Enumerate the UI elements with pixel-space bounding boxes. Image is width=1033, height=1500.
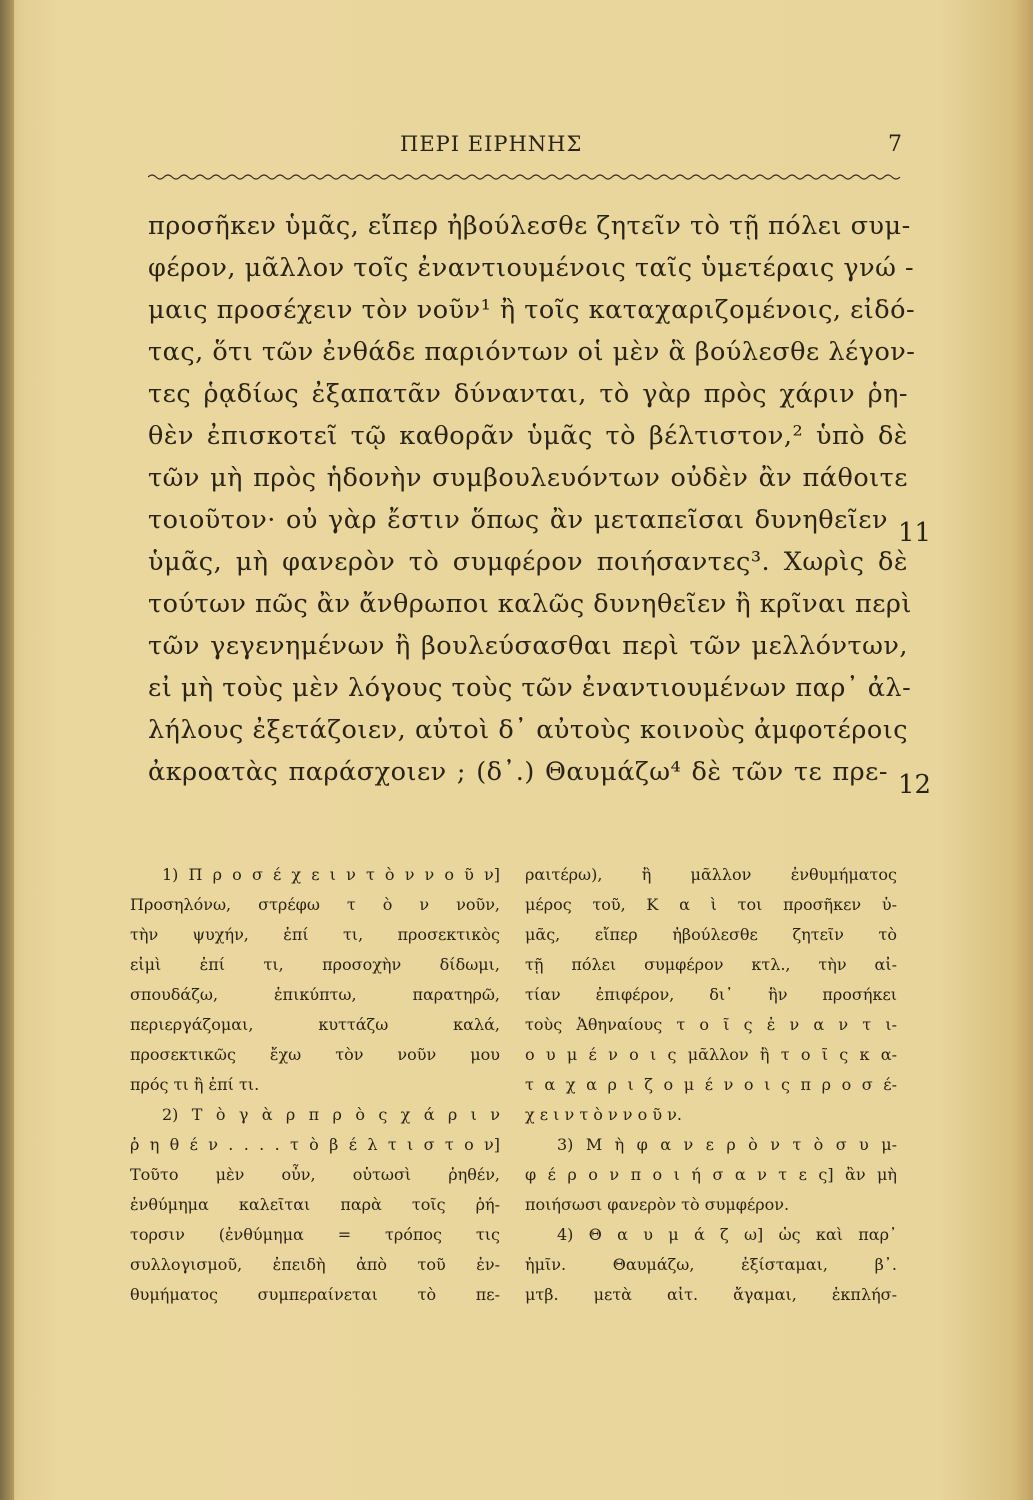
footnote-line: 4) Θ α υ μ ά ζ ω] ὡς καὶ παρ᾽ bbox=[557, 1225, 897, 1244]
footnote-line: 3) Μ ὴ φ α ν ε ρ ὸ ν τ ὸ σ υ μ- bbox=[557, 1135, 897, 1154]
footnote-line: 1) Π ρ ο σ έ χ ε ι ν τ ὸ ν ν ο ῦ ν] bbox=[162, 865, 500, 884]
footnote-line: ἡμῖν. Θαυμάζω, ἐξίσταμαι, β᾽. bbox=[525, 1255, 897, 1274]
page-right-edge bbox=[1015, 0, 1033, 1500]
footnote-line: τοὺς Ἀθηναίους τ ο ῖ ς ἐ ν α ν τ ι- bbox=[525, 1015, 897, 1034]
text-line: εἰ μὴ τοὺς μὲν λόγους τοὺς τῶν ἐναντιουμένων παρ᾽ ἀλ- bbox=[148, 673, 912, 703]
footnote-line: τορσιν (ἐνθύμημα = τρόπος τις bbox=[130, 1225, 500, 1244]
footnote-line: εἰμὶ ἐπί τι, προσοχὴν δίδωμι, bbox=[130, 955, 500, 974]
footnote-line: ἐνθύμημα καλεῖται παρὰ τοῖς ῥή- bbox=[130, 1195, 500, 1214]
text-line: μαις προσέχειν τὸν νοῦν¹ ἢ τοῖς καταχαριζομένοις, εἰδό- bbox=[148, 295, 916, 325]
footnote-line: τ α χ α ρ ι ζ ο μ έ ν ο ι ς π ρ ο σ έ- bbox=[525, 1075, 897, 1094]
footnote-line: μᾶς, εἴπερ ἠβούλεσθε ζητεῖν τὸ bbox=[525, 925, 897, 944]
wavy-rule bbox=[148, 172, 904, 182]
footnote-line: ῥ η θ έ ν . . . . τ ὸ β έ λ τ ι σ τ ο ν] bbox=[130, 1135, 500, 1154]
text-line: λήλους ἐξετάζοιεν, αὐτοὶ δ᾽ αὐτοὺς κοινοὺς ἀμφοτέροις bbox=[148, 715, 908, 745]
text-line: τῶν μὴ πρὸς ἡδονὴν συμβουλευόντων οὐδὲν ἂν πάθοιτε bbox=[148, 463, 908, 493]
text-line: θὲν ἐπισκοτεῖ τῷ καθορᾶν ὑμᾶς τὸ βέλτιστον,² ὑπὸ δὲ bbox=[148, 421, 908, 451]
footnote-line: συλλογισμοῦ, ἐπειδὴ ἀπὸ τοῦ ἐν- bbox=[130, 1255, 500, 1274]
footnote-line: πρός τι ἢ ἐπί τι. bbox=[130, 1075, 260, 1094]
footnote-line: προσεκτικῶς ἔχω τὸν νοῦν μου bbox=[130, 1045, 500, 1064]
footnote-line: Προσηλόνω, στρέφω τ ὸ ν νοῦν, bbox=[130, 895, 500, 914]
text-line: τοιοῦτον· οὐ γὰρ ἔστιν ὅπως ἂν μεταπεῖσαι δυνηθεῖεν bbox=[148, 505, 888, 535]
margin-section-number: 11 bbox=[898, 518, 932, 548]
footnote-line: ο υ μ έ ν ο ι ς μᾶλλον ἢ τ ο ῖ ς κ α- bbox=[525, 1045, 897, 1064]
text-line: τῶν γεγενημένων ἢ βουλεύσασθαι περὶ τῶν μελλόντων, bbox=[148, 631, 908, 661]
page-left-edge bbox=[0, 0, 14, 1500]
text-line: τούτων πῶς ἂν ἄνθρωποι καλῶς δυνηθεῖεν ἢ κρῖναι περὶ bbox=[148, 589, 912, 619]
footnote-line: τὴν ψυχήν, ἐπί τι, προσεκτικὸς bbox=[130, 925, 500, 944]
text-line: προσῆκεν ὑμᾶς, εἴπερ ἠβούλεσθε ζητεῖν τὸ τῇ πόλει συμ- bbox=[148, 211, 911, 241]
text-line: τες ῥᾳδίως ἐξαπατᾶν δύνανται, τὸ γὰρ πρὸς χάριν ῥη- bbox=[148, 379, 908, 409]
text-line: ὑμᾶς, μὴ φανερὸν τὸ συμφέρον ποιήσαντες³. Χωρὶς δὲ bbox=[148, 547, 908, 577]
footnotes-left-column bbox=[130, 860, 500, 1310]
footnotes-right-column bbox=[525, 860, 897, 1310]
footnote-line: ποιήσωσι φανερὸν τὸ συμφέρον. bbox=[525, 1195, 790, 1214]
footnote-line: περιεργάζομαι, κυττάζω καλά, bbox=[130, 1015, 500, 1034]
footnote-line: ραιτέρω), ἢ μᾶλλον ἐνθυμήματος bbox=[525, 865, 897, 884]
page-header bbox=[150, 132, 902, 168]
footnote-line: τίαν ἐπιφέρον, δι᾽ ἣν προσήκει bbox=[525, 985, 897, 1004]
text-line: ἀκροατὰς παράσχοιεν ; (δ᾽.) Θαυμάζω⁴ δὲ τῶν τε πρε- bbox=[148, 757, 888, 787]
footnote-line: σπουδάζω, ἐπικύπτω, παρατηρῶ, bbox=[130, 985, 500, 1004]
footnote-line: φ έ ρ ο ν π ο ι ή σ α ν τ ε ς] ἂν μὴ bbox=[525, 1165, 897, 1184]
footnote-line: χ ε ι ν τ ὸ ν ν ο ῦ ν. bbox=[525, 1105, 682, 1124]
footnote-line: μτβ. μετὰ αἰτ. ἄγαμαι, ἐκπλήσ- bbox=[525, 1285, 897, 1304]
footnote-line: τῇ πόλει συμφέρον κτλ., τὴν αἰ- bbox=[525, 955, 897, 974]
footnote-line: θυμήματος συμπεραίνεται τὸ πε- bbox=[130, 1285, 500, 1304]
margin-section-number: 12 bbox=[898, 770, 932, 800]
text-line: τας, ὅτι τῶν ἐνθάδε παριόντων οἱ μὲν ἃ βούλεσθε λέγον- bbox=[148, 337, 916, 367]
footnote-line: μέρος τοῦ, Κ α ὶ τοι προσῆκεν ὑ- bbox=[525, 895, 897, 914]
text-line: φέρον, μᾶλλον τοῖς ἐναντιουμένοις ταῖς ὑμετέραις γνώ - bbox=[148, 253, 915, 283]
footnote-line: 2) Τ ὸ γ ὰ ρ π ρ ὸ ς χ ά ρ ι ν bbox=[162, 1105, 500, 1124]
footnote-line: Τοῦτο μὲν οὖν, οὑτωσὶ ῥηθέν, bbox=[130, 1165, 500, 1184]
running-title: ΠΕΡΙ ΕΙΡΗΝΗΣ bbox=[400, 132, 583, 156]
page-number: 7 bbox=[888, 132, 902, 157]
